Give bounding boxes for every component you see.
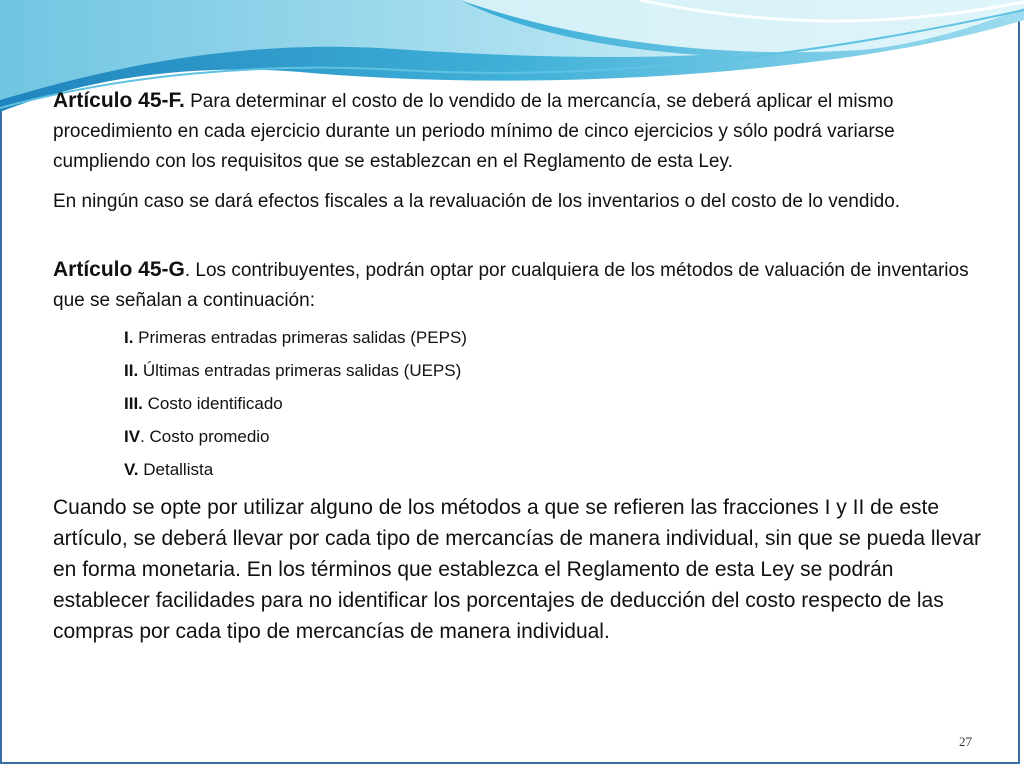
method-text: . Costo promedio bbox=[140, 427, 270, 446]
slide-content bbox=[53, 86, 983, 647]
method-number: III. bbox=[124, 394, 143, 413]
page-number: 27 bbox=[959, 734, 972, 749]
list-item bbox=[124, 420, 983, 453]
method-number: IV bbox=[124, 427, 141, 446]
method-text: Detallista bbox=[138, 460, 214, 479]
article-45f-label: Artículo 45-F. bbox=[53, 89, 185, 112]
method-text: Costo identificado bbox=[142, 394, 283, 413]
method-number: I. bbox=[124, 328, 134, 347]
article-45g-paragraph bbox=[53, 255, 983, 316]
article-45f-paragraph bbox=[53, 86, 983, 177]
valuation-methods-list bbox=[124, 321, 983, 486]
method-number: II. bbox=[124, 361, 139, 380]
article-45g-text: . Los contribuyentes, podrán optar por cualquiera de los métodos de valuación de inventarios que se señalan a continuación: bbox=[53, 260, 969, 311]
list-item bbox=[124, 321, 983, 354]
article-45f-text: Para determinar el costo de lo vendido de la mercancía, se deberá aplicar el mismo procedimiento en cada ejercicio durante un periodo mínimo de cinco ejercicios y sólo podrá variarse cumpliendo con los requisitos que se establezcan en el Reglamento de esta Ley. bbox=[53, 91, 895, 172]
method-text: Primeras entradas primeras salidas (PEPS) bbox=[133, 328, 467, 347]
list-item bbox=[124, 354, 983, 387]
list-item bbox=[124, 387, 983, 420]
article-45g-label: Artículo 45-G bbox=[53, 258, 185, 281]
method-text: Últimas entradas primeras salidas (UEPS) bbox=[138, 361, 462, 380]
method-number: V. bbox=[124, 460, 139, 479]
list-item bbox=[124, 453, 983, 486]
article-45g-closing-paragraph: Cuando se opte por utilizar alguno de los métodos a que se refieren las fracciones I y II de este artículo, se deberá llevar por cada tipo de mercancías de manera individual, sin que se pueda llevar en forma monetaria. En los términos que establezca el Reglamento de esta Ley se podrán establecer facilidades para no identificar los porcentajes de deducción del costo respecto de las compras por cada tipo de mercancías de manera individual. bbox=[53, 496, 982, 643]
article-45f-second-paragraph: En ningún caso se dará efectos fiscales a la revaluación de los inventarios o del costo de lo vendido. bbox=[53, 191, 901, 212]
